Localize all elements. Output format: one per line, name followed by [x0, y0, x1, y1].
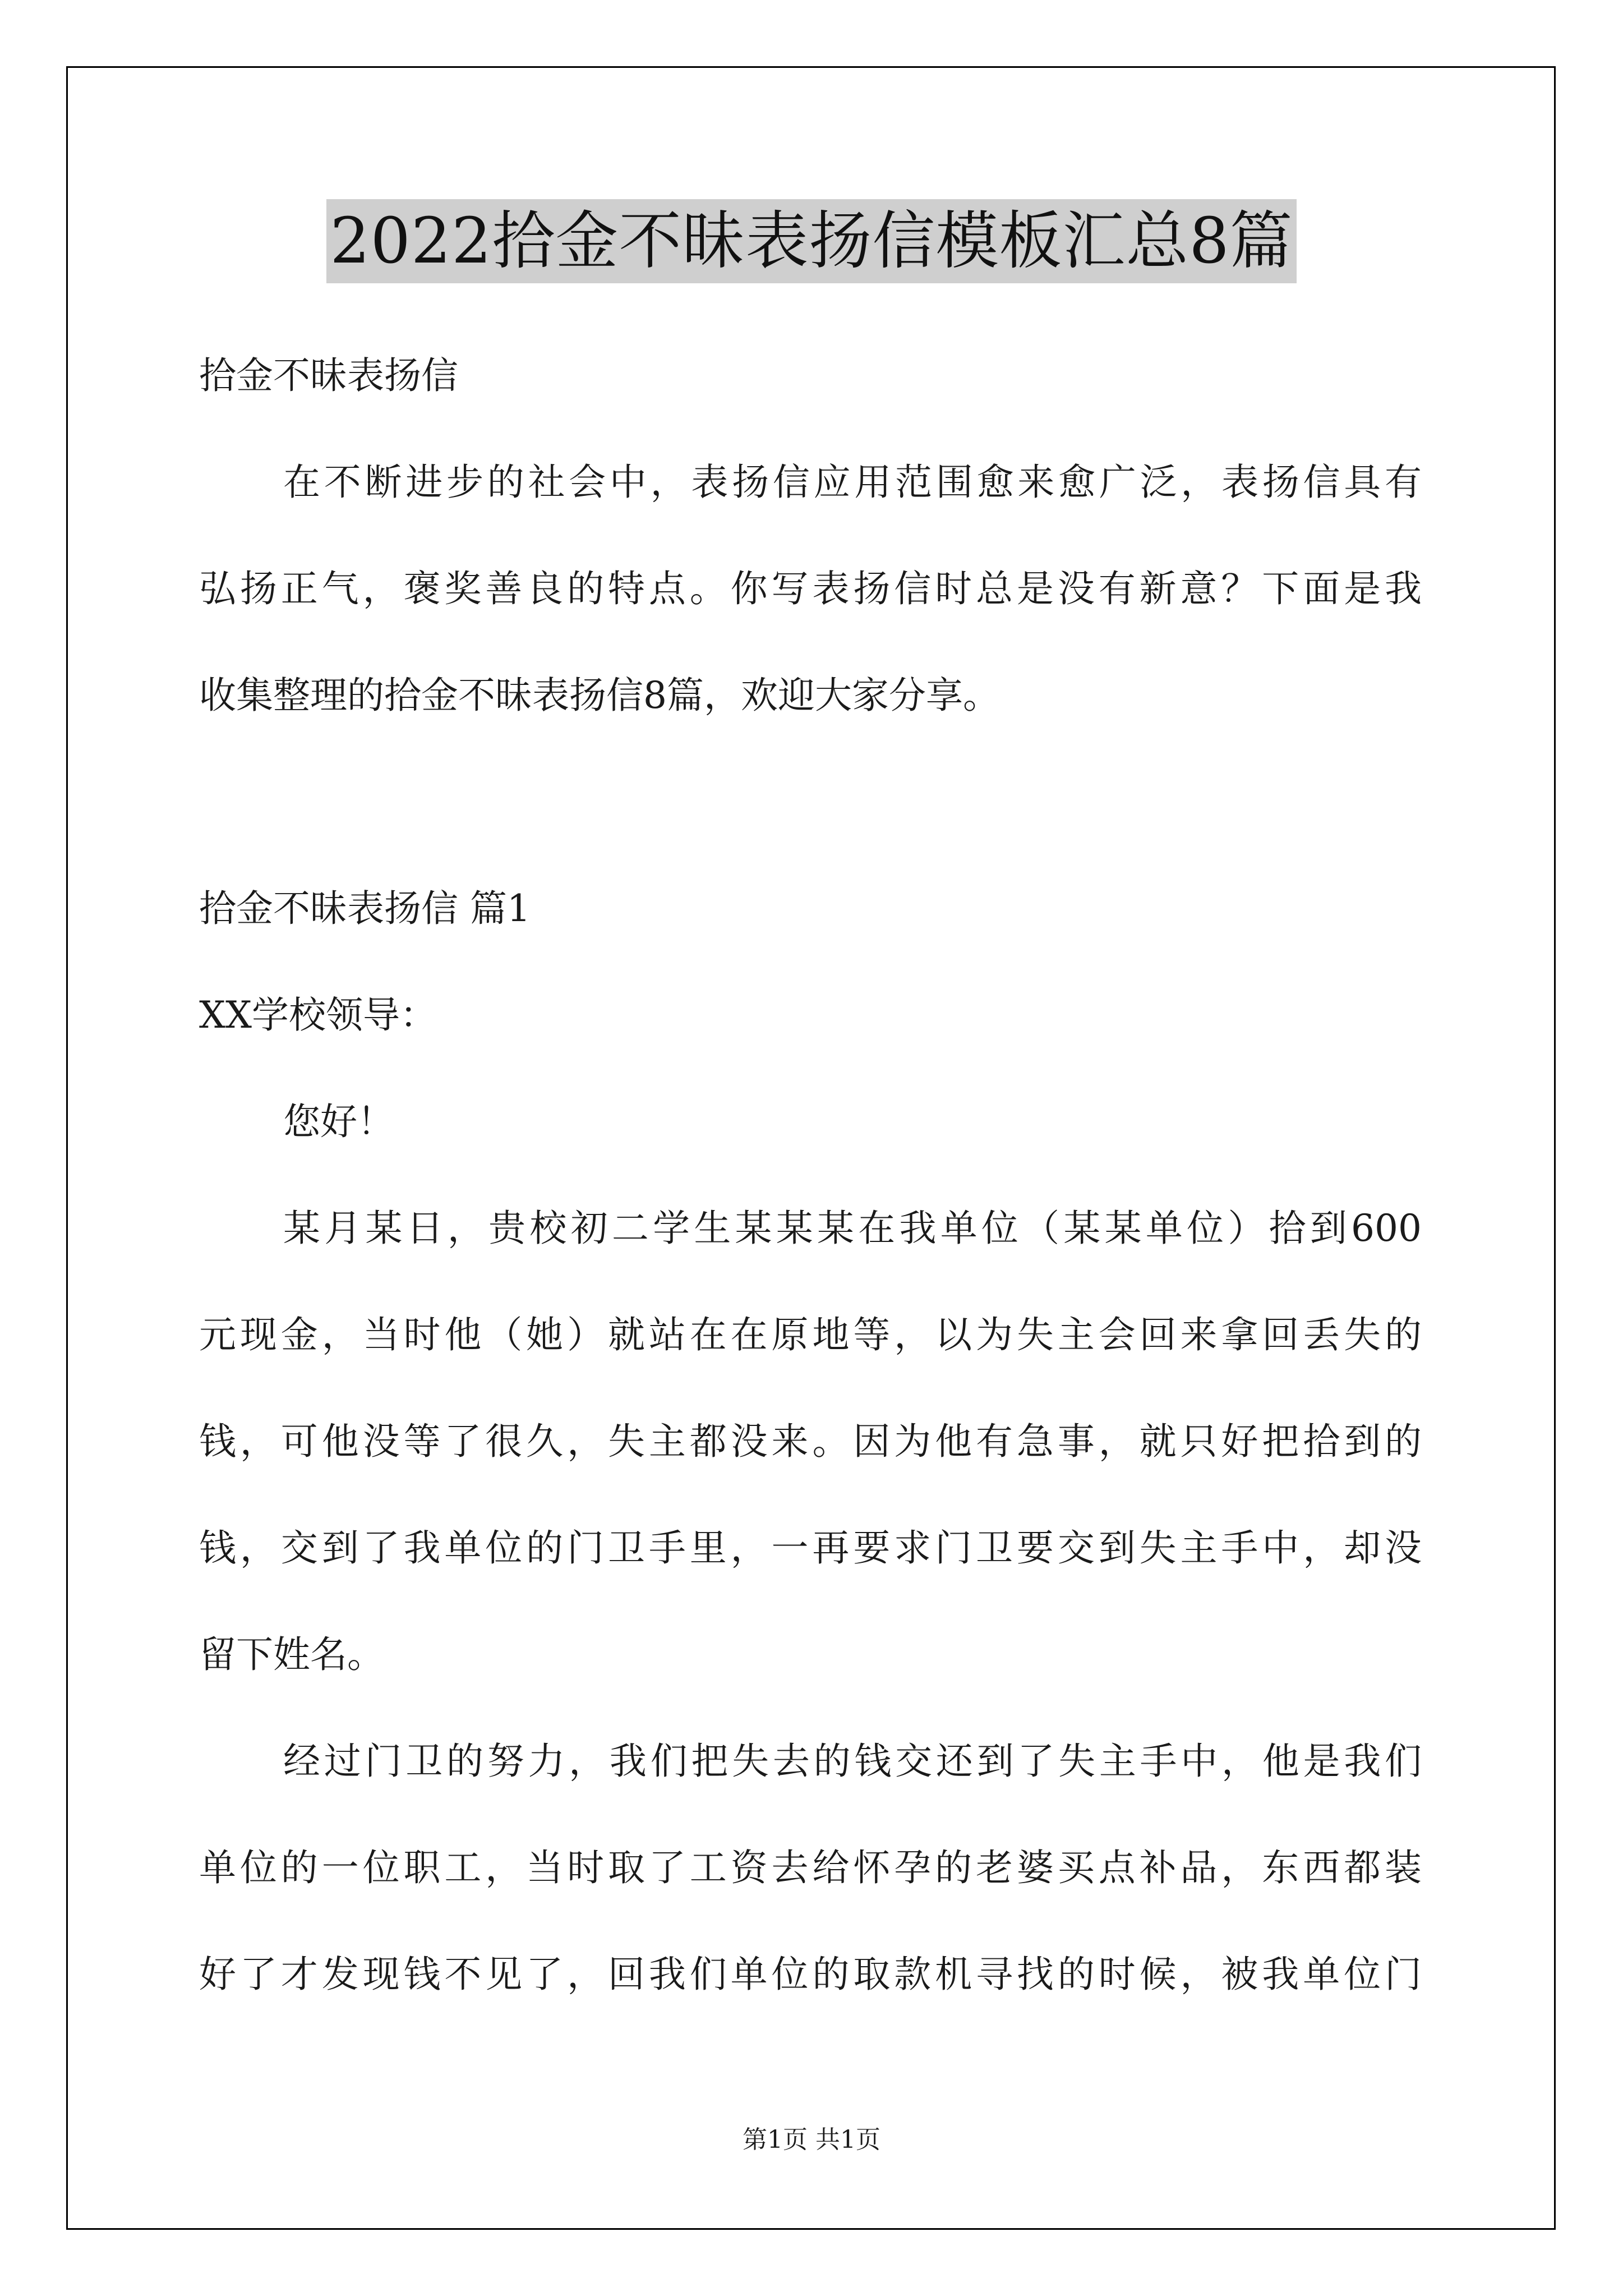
intro-line: 在不断进步的社会中，表扬信应用范围愈来愈广泛，表扬信具有 — [283, 461, 1422, 504]
intro-line: 弘扬正气，褒奖善良的特点。你写表扬信时总是没有新意？下面是我 — [199, 567, 1422, 610]
paragraph-line: 钱，可他没等了很久，失主都没来。因为他有急事，就只好把拾到的 — [199, 1420, 1422, 1463]
greeting: 您好！ — [283, 1100, 394, 1143]
paragraph-line: 单位的一位职工，当时取了工资去给怀孕的老婆买点补品，东西都装 — [199, 1846, 1422, 1889]
paragraph-line: 钱，交到了我单位的门卫手里，一再要求门卫要交到失主手中，却没 — [199, 1526, 1422, 1570]
paragraph-line: 经过门卫的努力，我们把失去的钱交还到了失主手中，他是我们 — [283, 1740, 1422, 1783]
salutation: XX学校领导： — [199, 993, 437, 1037]
document-title: 2022拾金不昧表扬信模板汇总8篇 — [326, 199, 1296, 283]
paragraph-line: 留下姓名。 — [199, 1633, 384, 1676]
intro-line: 收集整理的拾金不昧表扬信8篇，欢迎大家分享。 — [199, 674, 1000, 717]
title-container — [0, 199, 1623, 283]
section-title: 拾金不昧表扬信 篇1 — [199, 887, 531, 930]
paragraph-line: 某月某日，贵校初二学生某某某在我单位（某某单位）拾到600 — [283, 1207, 1422, 1250]
document-heading: 拾金不昧表扬信 — [199, 354, 458, 397]
paragraph-line: 好了才发现钱不见了，回我们单位的取款机寻找的时候，被我单位门 — [199, 1953, 1422, 1996]
page-footer: 第1页 共1页 — [743, 2125, 880, 2154]
paragraph-line: 元现金，当时他（她）就站在在原地等，以为失主会回来拿回丢失的 — [199, 1313, 1422, 1356]
